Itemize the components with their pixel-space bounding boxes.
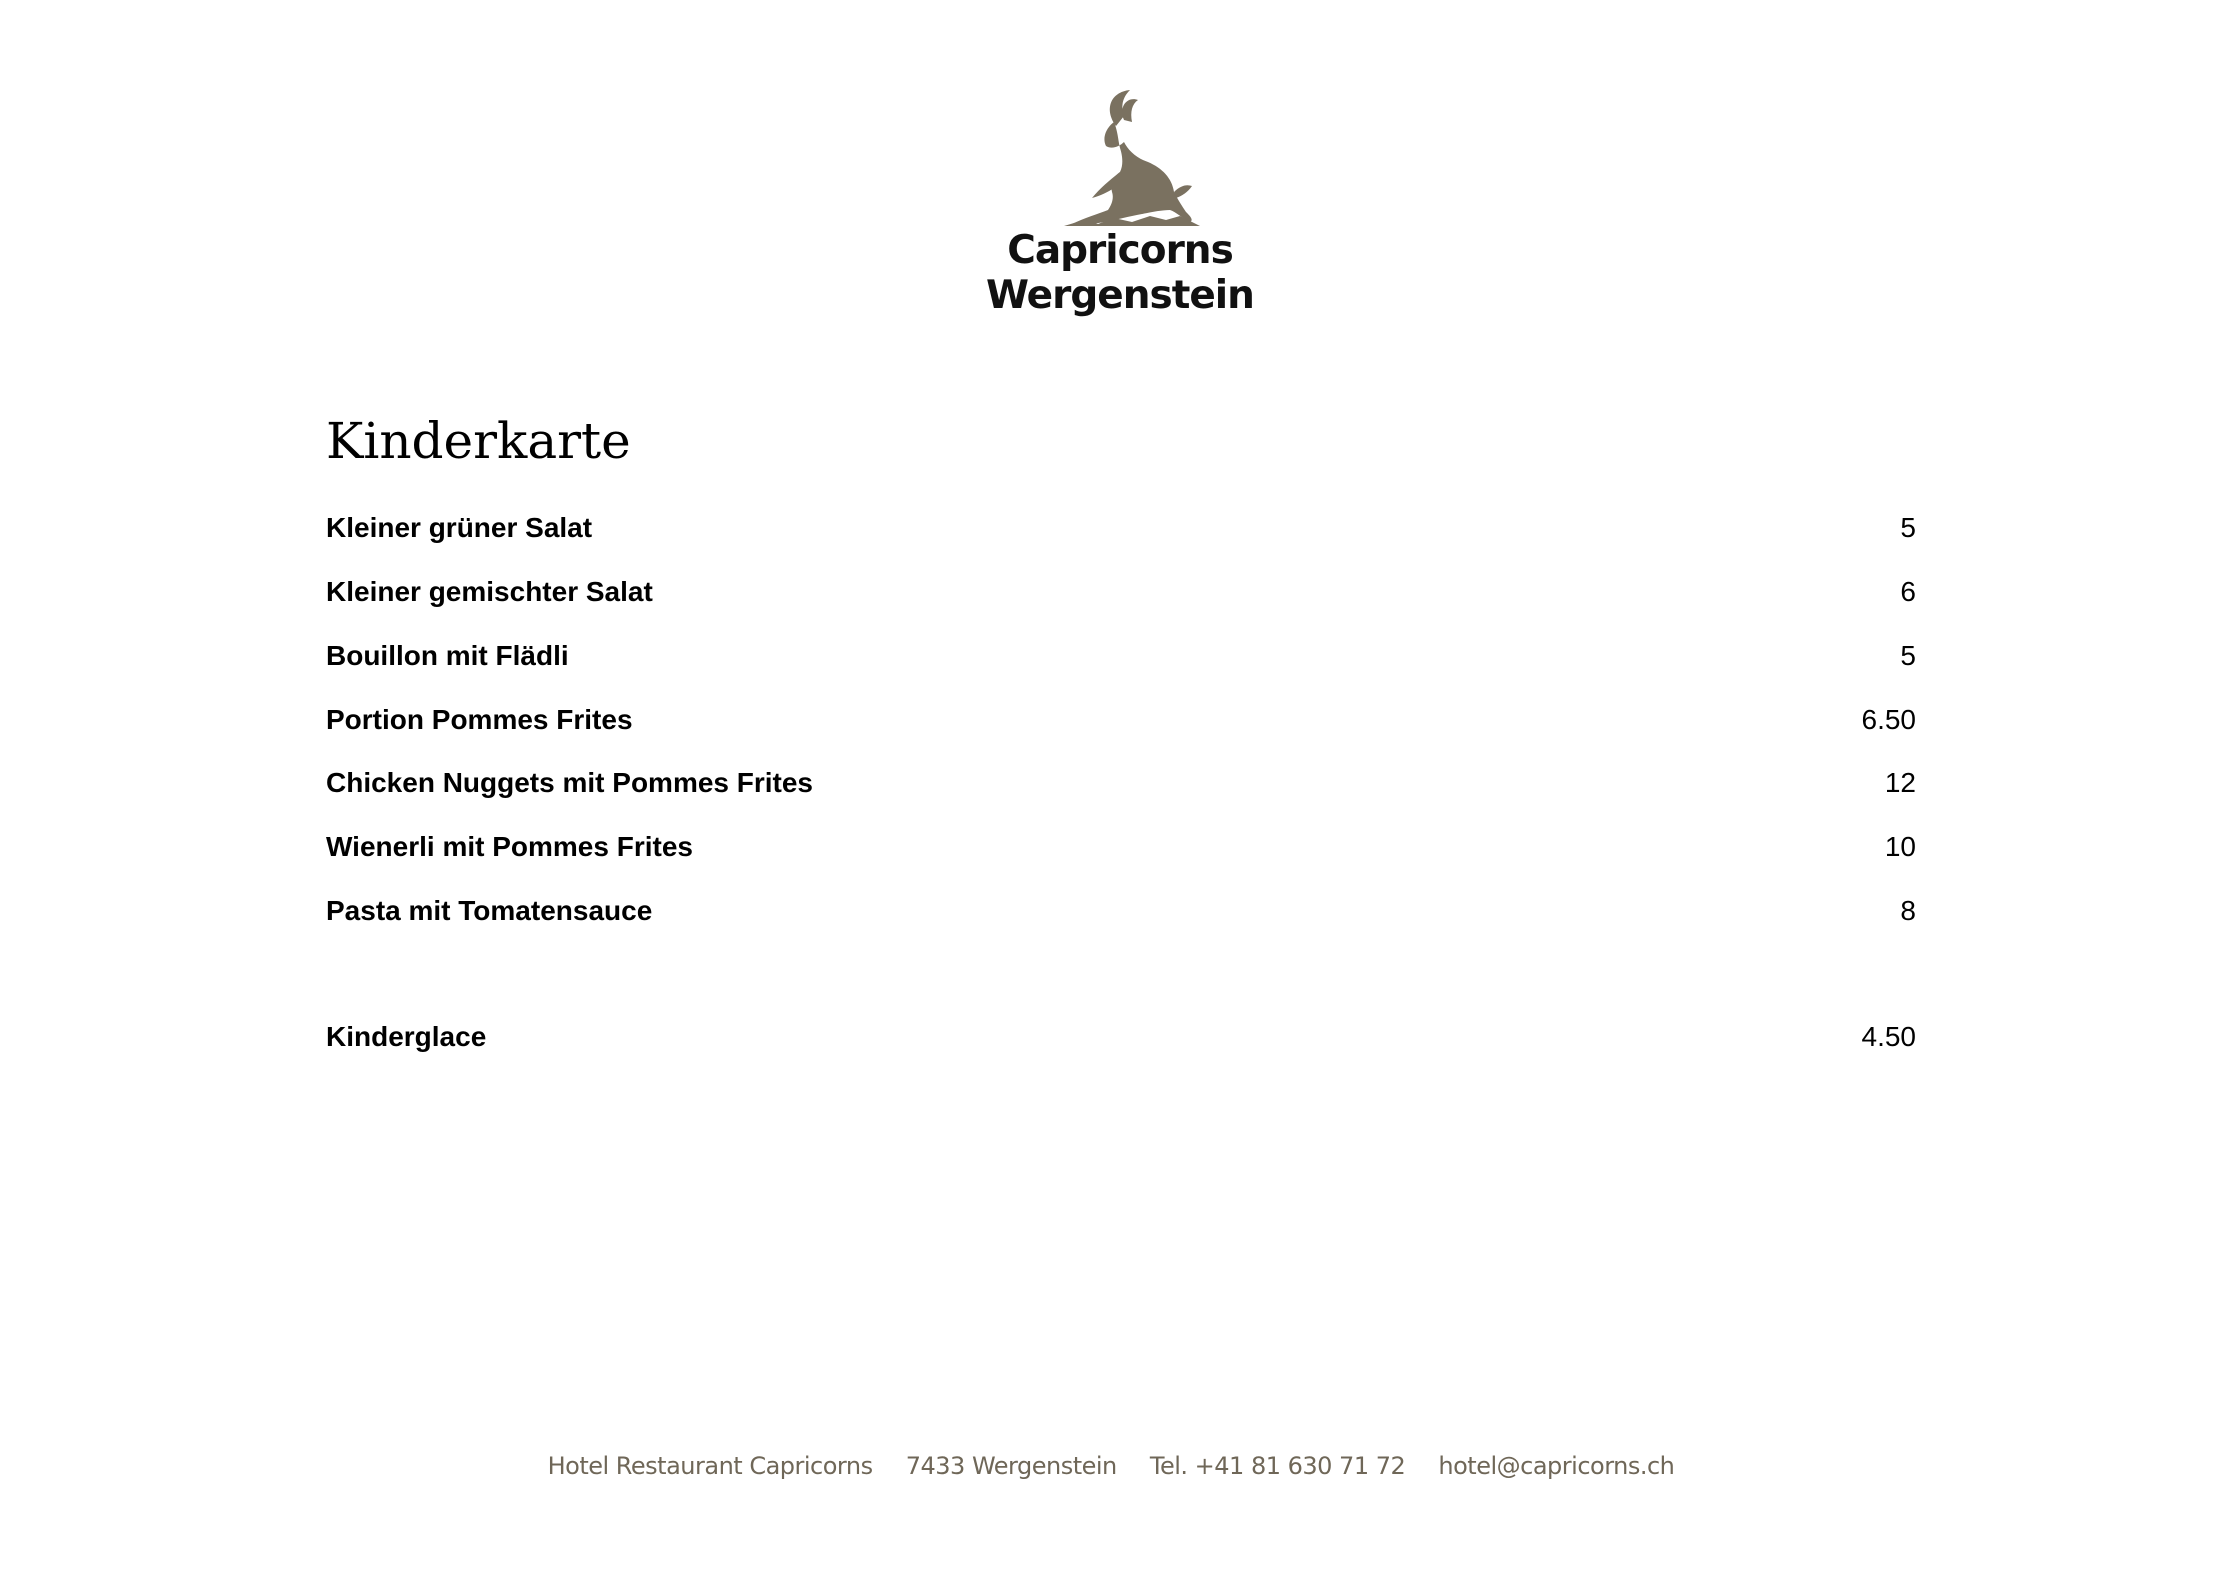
menu-item-price: 8 bbox=[1900, 895, 1916, 926]
menu-title: Kinderkarte bbox=[326, 412, 631, 470]
menu-item bbox=[326, 827, 1916, 867]
menu-item bbox=[326, 891, 1916, 931]
footer-phone: Tel. +41 81 630 71 72 bbox=[1149, 1452, 1406, 1480]
menu-item-name: Pasta mit Tomatensauce bbox=[326, 895, 653, 926]
dessert-item-price: 4.50 bbox=[1861, 1021, 1916, 1052]
menu-item-name: Bouillon mit Flädli bbox=[326, 640, 569, 671]
brand-logo bbox=[880, 88, 1360, 318]
footer-email: hotel@capricorns.ch bbox=[1438, 1452, 1675, 1480]
menu-item bbox=[326, 508, 1916, 548]
menu-item-price: 6 bbox=[1900, 576, 1916, 607]
menu-item-name: Kleiner gemischter Salat bbox=[326, 576, 653, 607]
menu-item bbox=[326, 700, 1916, 740]
menu-item-name: Portion Pommes Frites bbox=[326, 704, 633, 735]
menu-item bbox=[326, 572, 1916, 612]
menu-item-name: Kleiner grüner Salat bbox=[326, 512, 593, 543]
brand-name: Capricorns Wergenstein bbox=[986, 228, 1254, 318]
ibex-icon bbox=[1054, 88, 1204, 228]
menu-item-price: 5 bbox=[1900, 512, 1916, 543]
menu-item-price: 6.50 bbox=[1861, 704, 1916, 735]
dessert-item bbox=[326, 1017, 1916, 1057]
footer-address: 7433 Wergenstein bbox=[905, 1452, 1117, 1480]
footer-contact bbox=[0, 1452, 2222, 1480]
menu-item-price: 10 bbox=[1884, 831, 1916, 862]
menu-item bbox=[326, 763, 1916, 803]
menu-item-price: 12 bbox=[1884, 767, 1916, 798]
menu-item-name: Wienerli mit Pommes Frites bbox=[326, 831, 693, 862]
menu-item-name: Chicken Nuggets mit Pommes Frites bbox=[326, 767, 814, 798]
dessert-item-name: Kinderglace bbox=[326, 1021, 487, 1052]
menu-item bbox=[326, 636, 1916, 676]
footer-hotel-name: Hotel Restaurant Capricorns bbox=[547, 1452, 873, 1480]
menu-item-price: 5 bbox=[1900, 640, 1916, 671]
